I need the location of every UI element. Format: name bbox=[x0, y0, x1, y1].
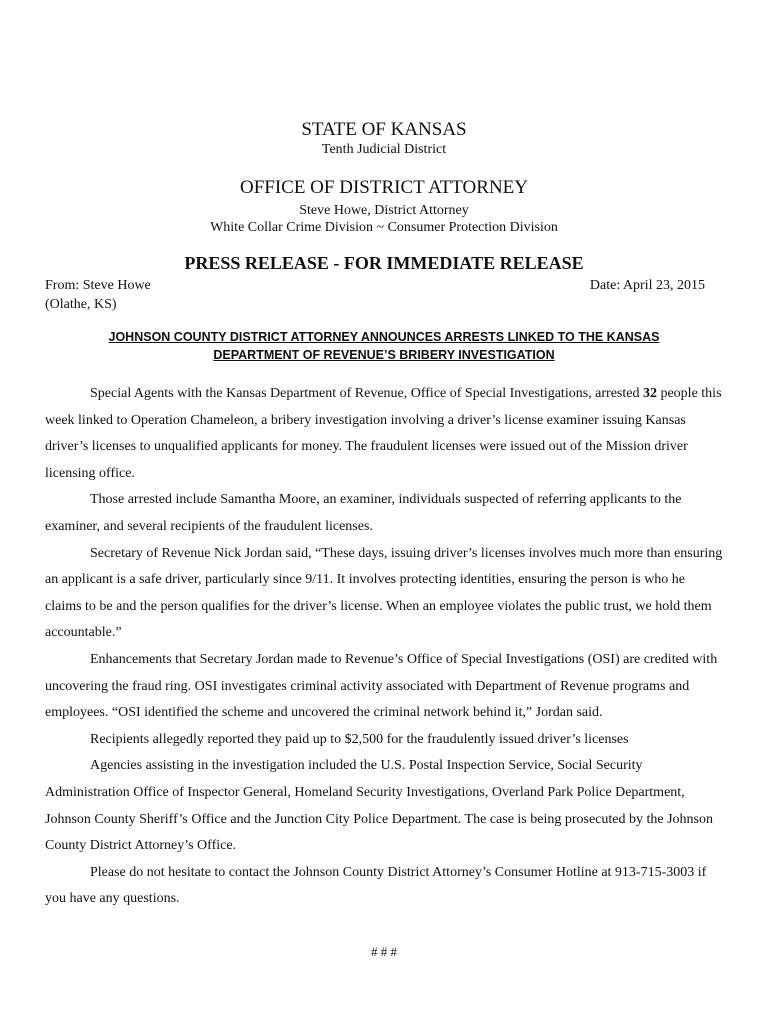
paragraph-payments: Recipients allegedly reported they paid up to $2,500 for the fraudulently issued driver’s licenses bbox=[90, 731, 629, 747]
paragraph-secretary-quote: Secretary of Revenue Nick Jordan said, “These days, issuing driver’s licenses involves much more than ensuring an applicant is a safe driver, particularly since 9/11. It involves protecting identities, ensuring the person is who he claims to be and the person qualifies for the driver’s license. When an employee violates the public trust, we hold them accountable.” bbox=[45, 545, 723, 641]
district-attorney-name: Steve Howe, District Attorney bbox=[299, 203, 469, 218]
judicial-district: Tenth Judicial District bbox=[321, 142, 447, 157]
from-block bbox=[45, 276, 151, 314]
paragraph-hotline: Please do not hesitate to contact the Johnson County District Attorney’s Consumer Hotline at 913-715-3003 if you have any questions. bbox=[45, 864, 707, 907]
state-heading: STATE OF KANSAS bbox=[301, 119, 467, 140]
paragraph-arrests bbox=[45, 381, 723, 487]
paragraph-arrests-intro: Special Agents with the Kansas Department of Revenue, Office of Special Investigations, arrested bbox=[90, 386, 643, 401]
body-text bbox=[45, 381, 723, 913]
location-line: (Olathe, KS) bbox=[45, 297, 117, 312]
headline-line-1: JOHNSON COUNTY DISTRICT ATTORNEY ANNOUNCES ARRESTS LINKED TO THE KANSAS bbox=[108, 330, 660, 344]
headline bbox=[45, 328, 723, 364]
paragraph-those-arrested: Those arrested include Samantha Moore, an examiner, individuals suspected of referring applicants to the examiner, and several recipients of the fraudulent licenses. bbox=[45, 492, 682, 534]
press-release-title: PRESS RELEASE - FOR IMMEDIATE RELEASE bbox=[184, 253, 584, 273]
arrest-count: 32 bbox=[642, 386, 657, 401]
office-heading: OFFICE OF DISTRICT ATTORNEY bbox=[239, 177, 529, 198]
paragraph-osi: Enhancements that Secretary Jordan made to Revenue’s Office of Special Investigations (OSI) are credited with uncovering the fraud ring. OSI investigates criminal activity associated with Department of Revenue programs and employees. “OSI identified the scheme and uncovered the criminal network behind it,” Jordan said. bbox=[45, 651, 718, 721]
release-date: Date: April 23, 2015 bbox=[589, 278, 705, 293]
paragraph-arrests-rest: people this week linked to Operation Chameleon, a bribery investigation involving a driver’s license examiner issuing Kansas driver’s licenses to unqualified applicants for money. The fraudulent licenses were issued out of the Mission driver licensing office. bbox=[45, 386, 722, 481]
paragraph-agencies: Agencies assisting in the investigation included the U.S. Postal Inspection Service, Social Security Administration Office of Inspector General, Homeland Security Investigations, Overland Park Police Department, Johnson County Sheriff’s Office and the Junction City Police Department. The case is being prosecuted by the Johnson County District Attorney’s Office. bbox=[45, 758, 713, 854]
headline-line-2: DEPARTMENT OF REVENUE’S BRIBERY INVESTIGATION bbox=[213, 348, 555, 362]
divisions-line: White Collar Crime Division ~ Consumer Protection Division bbox=[210, 220, 558, 235]
end-mark: # # # bbox=[371, 944, 397, 959]
from-line: From: Steve Howe bbox=[45, 278, 151, 293]
